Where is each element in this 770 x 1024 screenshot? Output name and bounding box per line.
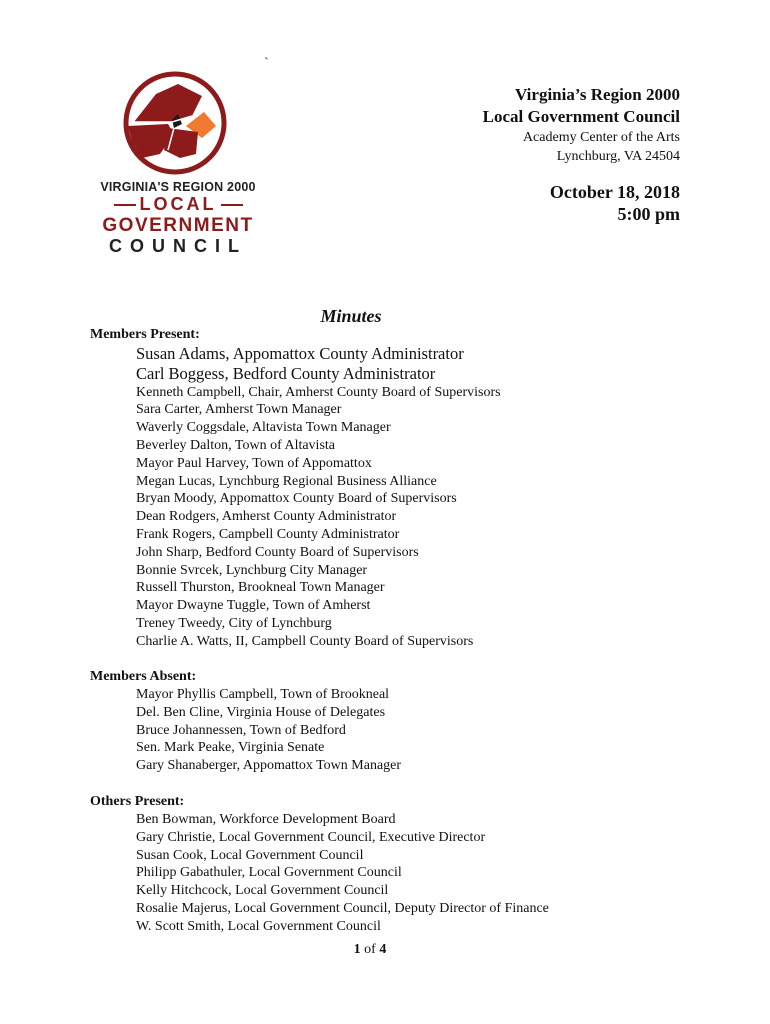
page-of: of	[364, 942, 376, 957]
list-item: John Sharp, Bedford County Board of Supervisors	[136, 544, 419, 560]
list-item: Mayor Phyllis Campbell, Town of Brookneal	[136, 687, 390, 702]
document-title: Minutes	[320, 306, 382, 326]
map-region-campbell	[164, 128, 198, 158]
members-absent-list	[136, 686, 401, 775]
members-present-heading: Members Present:	[90, 327, 200, 342]
list-item: Kelly Hitchcock, Local Government Council	[136, 883, 389, 899]
logo-text-region: VIRGINIA'S REGION 2000	[100, 180, 256, 194]
council-logo	[98, 66, 258, 256]
list-item: Susan Cook, Local Government Council	[136, 847, 364, 863]
list-item: Del. Ben Cline, Virginia House of Delegates	[136, 704, 386, 720]
list-item: Charlie A. Watts, II, Campbell County Board of Supervisors	[136, 633, 474, 649]
list-item: Sen. Mark Peake, Virginia Senate	[136, 740, 325, 756]
list-item: Kenneth Campbell, Chair, Amherst County Board of Supervisors	[136, 384, 501, 400]
address-line-2: Lynchburg, VA 24504	[556, 149, 680, 164]
others-present-heading: Others Present:	[90, 794, 185, 809]
list-item: Beverley Dalton, Town of Altavista	[136, 437, 336, 453]
logo-text-local: LOCAL	[98, 194, 258, 215]
list-item: Mayor Dwayne Tuggle, Town of Amherst	[136, 598, 371, 614]
region-map-icon	[98, 66, 258, 178]
list-item: Megan Lucas, Lynchburg Regional Business Alliance	[136, 473, 437, 489]
list-item: Waverly Coggsdale, Altavista Town Manager	[136, 420, 391, 436]
logo-text-council: COUNCIL	[109, 236, 247, 256]
page-total: 4	[379, 942, 387, 957]
list-item: Carl Boggess, Bedford County Administrator	[136, 363, 436, 383]
list-item: Rosalie Majerus, Local Government Council, Deputy Director of Finance	[136, 900, 549, 916]
organization-name: Virginia’s Region 2000	[515, 85, 680, 104]
list-item: Gary Christie, Local Government Council, Executive Director	[136, 829, 486, 845]
page-number	[0, 942, 740, 958]
logo-text-government: GOVERNMENT	[102, 215, 254, 236]
organization-subname: Local Government Council	[482, 107, 680, 126]
organization-header	[483, 84, 680, 166]
meeting-date: October 18, 2018	[549, 182, 680, 202]
page-current: 1	[353, 942, 361, 957]
members-absent-heading: Members Absent:	[90, 669, 197, 684]
list-item: Philipp Gabathuler, Local Government Council	[136, 865, 402, 881]
list-item: Bryan Moody, Appomattox County Board of Supervisors	[136, 491, 457, 507]
members-present-list	[136, 344, 501, 651]
stray-mark: `	[264, 56, 269, 71]
list-item: Dean Rodgers, Amherst County Administrator	[136, 509, 397, 525]
list-item: Ben Bowman, Workforce Development Board	[136, 812, 396, 827]
meeting-datetime	[550, 181, 680, 225]
list-item: Treney Tweedy, City of Lynchburg	[136, 615, 332, 631]
meeting-time: 5:00 pm	[617, 204, 680, 224]
list-item: Bruce Johannessen, Town of Bedford	[136, 722, 346, 738]
list-item: W. Scott Smith, Local Government Council	[136, 918, 381, 934]
list-item: Russell Thurston, Brookneal Town Manager	[136, 580, 385, 596]
list-item: Bonnie Svrcek, Lynchburg City Manager	[136, 562, 368, 578]
list-item: Sara Carter, Amherst Town Manager	[136, 402, 342, 418]
address-line-1: Academy Center of the Arts	[522, 130, 680, 145]
list-item: Susan Adams, Appomattox County Administrator	[136, 344, 464, 363]
list-item: Mayor Paul Harvey, Town of Appomattox	[136, 455, 372, 471]
list-item: Gary Shanaberger, Appomattox Town Manager	[136, 758, 402, 774]
others-present-list	[136, 811, 549, 936]
list-item: Frank Rogers, Campbell County Administrator	[136, 526, 400, 542]
